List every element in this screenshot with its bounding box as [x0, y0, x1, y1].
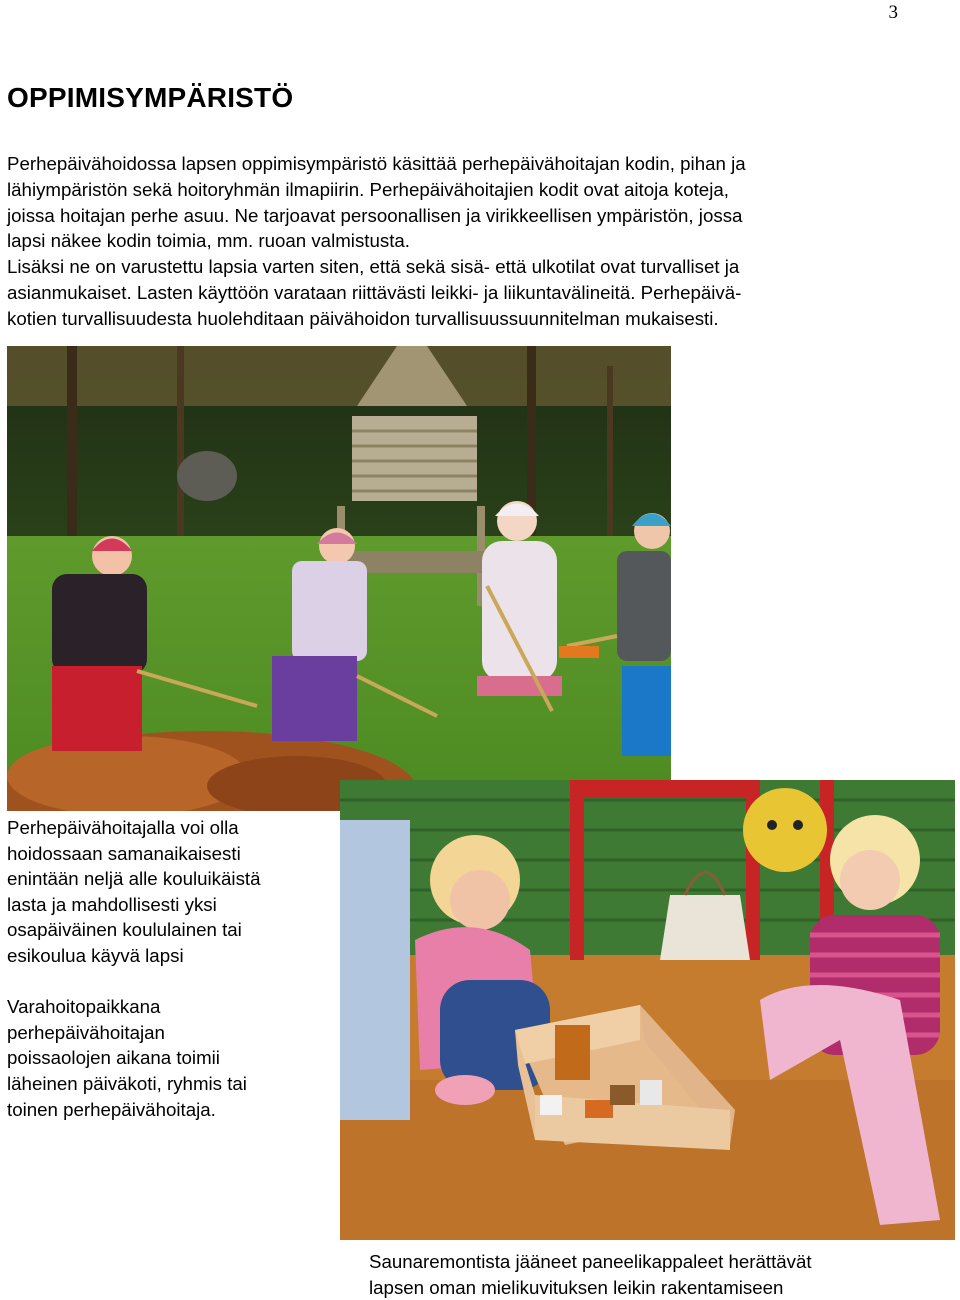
indoor-photo — [340, 780, 955, 1240]
photo-caption — [369, 1249, 949, 1300]
intro-line: Perhepäivähoidossa lapsen oppimisympäristö käsittää perhepäivähoitajan kodin, pihan ja — [7, 153, 746, 174]
side-text-line: toinen perhepäivähoitaja. — [7, 1098, 216, 1120]
intro-line: kotien turvallisuudesta huolehditaan päivähoidon turvallisuussuunnitelman mukaisesti. — [7, 307, 719, 329]
paragraph-gap — [7, 969, 337, 995]
intro-line: joissa hoitajan perhe asuu. Ne tarjoavat persoonallisen ja virikkeellisen ympäristön, jossa — [7, 204, 743, 226]
side-text-line: perhepäivähoitajan — [7, 1021, 165, 1043]
side-text-line: poissaolojen aikana toimii — [7, 1047, 220, 1069]
side-text-line: hoidossaan samanaikaisesti — [7, 842, 241, 864]
side-paragraph-2 — [7, 994, 337, 1122]
side-text-line: Varahoitopaikkana — [7, 996, 161, 1018]
side-text-line: esikoulua käyvä lapsi — [7, 944, 184, 966]
intro-line: Lisäksi ne on varustettu lapsia varten siten, että sekä sisä- että ulkotilat ovat turvalliset ja — [7, 256, 740, 278]
outdoor-photo — [7, 346, 671, 811]
side-paragraph-1 — [7, 815, 337, 969]
indoor-photo-illustration — [340, 780, 955, 1240]
side-text-line: osapäiväinen koululainen tai — [7, 919, 242, 941]
side-text-line: enintään neljä alle kouluikäistä — [7, 868, 261, 890]
page-title: OPPIMISYMPÄRISTÖ — [7, 82, 294, 113]
intro-line: asianmukaiset. Lasten käyttöön varataan riittävästi leikki- ja liikuntavälineitä. Perhepäivä- — [7, 281, 742, 303]
side-text-block — [7, 815, 337, 1122]
side-text-line: Perhepäivähoitajalla voi olla — [7, 817, 239, 838]
side-text-line: lasta ja mahdollisesti yksi — [7, 893, 217, 915]
page-number: 3 — [888, 2, 898, 23]
side-text-line: läheinen päiväkoti, ryhmis tai — [7, 1072, 247, 1094]
caption-line: lapsen oman mielikuvituksen leikin rakentamiseen — [369, 1276, 784, 1298]
intro-paragraph — [7, 151, 947, 332]
intro-line: lähiympäristön sekä hoitoryhmän ilmapiirin. Perhepäivähoitajien kodit ovat aitoja koteja, — [7, 178, 729, 200]
caption-line: Saunaremontista jääneet paneelikappaleet herättävät — [369, 1251, 812, 1272]
outdoor-photo-illustration — [7, 346, 671, 811]
intro-line: lapsi näkee kodin toimia, mm. ruoan valmistusta. — [7, 230, 410, 252]
